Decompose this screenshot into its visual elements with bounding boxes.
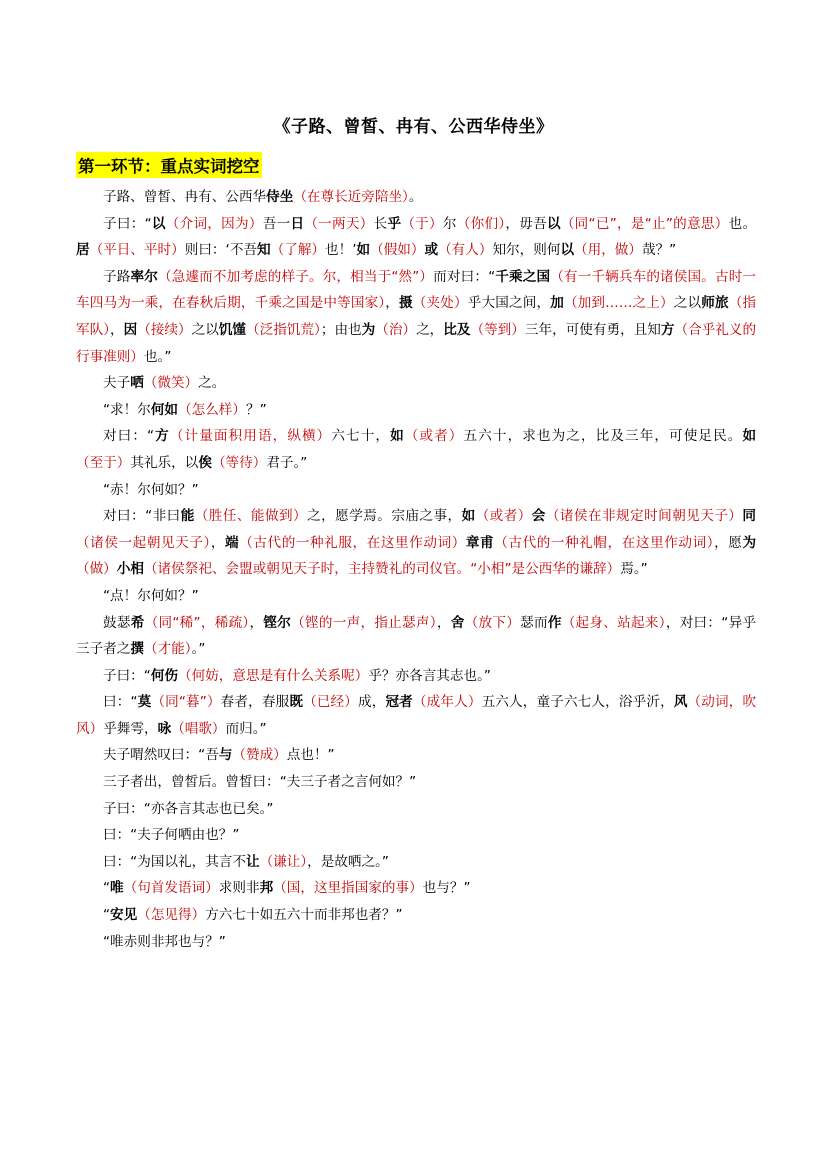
- passage-paragraph: [76, 583, 756, 610]
- text-run: 点也！”: [286, 747, 335, 764]
- gloss-annotation: （怎见得）: [137, 907, 206, 924]
- passage-paragraph: [76, 769, 756, 796]
- passage-paragraph: [76, 423, 756, 476]
- text-run: 五六人，童子六七人，浴乎沂，: [481, 694, 674, 711]
- text-run: 焉。”: [620, 561, 648, 578]
- text-run: 夫子喟然叹曰：“吾: [103, 747, 219, 764]
- key-word: 方: [154, 428, 170, 445]
- key-word: 居: [76, 242, 90, 259]
- passage-paragraph: [76, 397, 756, 424]
- key-word: 以: [151, 215, 166, 232]
- section-heading: 第一环节：重点实词挖空: [76, 152, 262, 178]
- passage-paragraph: [76, 370, 756, 397]
- text-run: 鼓瑟: [103, 614, 131, 631]
- passage-paragraph: [76, 742, 756, 769]
- passage-paragraph: [76, 477, 756, 504]
- gloss-annotation: （同“已”，是“止”的意思）: [560, 215, 729, 232]
- key-word: 以: [546, 215, 561, 232]
- key-word: 饥馑: [218, 321, 247, 338]
- text-run: 成，: [357, 694, 386, 711]
- gloss-annotation: （诸侯在非规定时间朝见天子）: [545, 508, 743, 525]
- text-run: ，: [436, 614, 451, 631]
- text-run: 之，愿学焉。宗庙之事，: [307, 508, 462, 525]
- text-run: 也！’: [325, 242, 357, 259]
- text-run: 知尔，则何: [492, 242, 561, 259]
- text-run: 之以: [673, 295, 702, 312]
- text-run: 尔: [442, 215, 457, 232]
- gloss-annotation: （才能）: [143, 641, 192, 658]
- gloss-annotation: （赞成）: [232, 747, 287, 764]
- text-run: 瑟而: [520, 614, 548, 631]
- passage-paragraph: [76, 849, 756, 876]
- gloss-annotation: （怎么样）: [178, 401, 246, 418]
- text-run: 而对曰：“: [433, 268, 496, 285]
- text-run: 对曰：“: [103, 428, 155, 445]
- text-run: ，: [385, 295, 400, 312]
- gloss-annotation: （句首发语词）: [123, 880, 219, 897]
- gloss-annotation: （一两天）: [304, 215, 374, 232]
- gloss-annotation: （合乎礼义的行事准则）: [76, 321, 757, 365]
- key-word: 端: [225, 534, 240, 551]
- gloss-annotation: （胜任、能做到）: [194, 508, 308, 525]
- passage-paragraph: [76, 610, 756, 663]
- gloss-annotation: （加到……之上）: [563, 295, 674, 312]
- document-title: 《子路、曾皙、冉有、公西华侍坐》: [273, 117, 554, 137]
- gloss-annotation: （假如）: [370, 242, 425, 259]
- key-word: 邦: [259, 880, 274, 897]
- text-run: 曰：“: [103, 694, 138, 711]
- key-word: 铿尔: [263, 614, 292, 631]
- gloss-annotation: （有一千辆兵车的诸侯国。古时一车四马为一乘，在春秋后期，千乘之国是中等国家）: [76, 268, 757, 312]
- key-word: 为: [742, 534, 757, 551]
- text-run: 君子。”: [266, 454, 308, 471]
- gloss-annotation: （平日、平时）: [89, 242, 185, 259]
- gloss-annotation: （用，做）: [574, 242, 642, 259]
- passage-paragraph: [76, 663, 756, 690]
- passage-paragraph: [76, 503, 756, 583]
- key-word: 如: [356, 242, 371, 259]
- key-word: 乎: [387, 215, 402, 232]
- text-run: 也。: [728, 215, 757, 232]
- gloss-annotation: （同“暮”）: [151, 694, 221, 711]
- text-run: “: [103, 907, 111, 924]
- gloss-annotation: （同“稀”，稀疏）: [144, 614, 250, 631]
- key-word: 为: [361, 321, 376, 338]
- gloss-annotation: （泛指饥荒）: [246, 321, 321, 338]
- text-run: “点！尔何如？”: [103, 587, 199, 604]
- gloss-annotation: （国，这里指国家的事）: [273, 880, 423, 897]
- key-word: 俟: [198, 454, 212, 471]
- gloss-annotation: （计量面积用语，纵横）: [169, 428, 332, 445]
- gloss-annotation: （诸侯祭祀、会盟或朝见天子时，主持赞礼的司仪官。“小相”是公西华的谦辞）: [143, 561, 621, 578]
- key-word: 冠者: [385, 694, 413, 711]
- gloss-annotation: （做）: [76, 561, 117, 578]
- gloss-annotation: （了解）: [270, 242, 326, 259]
- text-run: 三子者出，曾皙后。曾皙曰：“夫三子者之言何如？”: [103, 774, 417, 791]
- text-run: 方六七十如五六十而非邦也者？”: [205, 907, 403, 924]
- key-word: 如: [390, 428, 405, 445]
- key-word: 日: [290, 215, 305, 232]
- text-run: 子曰：“亦各言其志也已矣。”: [103, 800, 274, 817]
- key-word: 哂: [130, 375, 144, 392]
- text-run: “唯赤则非邦也与？”: [103, 933, 226, 950]
- text-run: 曰：“为国以礼，其言不: [103, 853, 246, 870]
- text-run: 夫子: [103, 375, 131, 392]
- key-word: 作: [547, 614, 562, 631]
- gloss-annotation: （成年人）: [412, 694, 482, 711]
- key-word: 方: [660, 321, 675, 338]
- key-word: 何伤: [150, 667, 179, 684]
- text-run: 子曰：“: [103, 667, 151, 684]
- text-run: 其礼乐，以: [130, 454, 199, 471]
- text-run: 五六十，求也为之，比及三年，可使足民。: [463, 428, 743, 445]
- key-word: 师旅: [701, 295, 729, 312]
- gloss-annotation: （至于）: [76, 454, 131, 471]
- text-run: “求！尔: [103, 401, 151, 418]
- gloss-annotation: （指军队）: [76, 295, 757, 338]
- passage-paragraph: [76, 264, 756, 370]
- key-word: 小相: [116, 561, 144, 578]
- text-run: 之。: [198, 375, 226, 392]
- passage-paragraph: [76, 689, 756, 742]
- key-word: 比及: [443, 321, 471, 338]
- key-word: 或: [424, 242, 439, 259]
- key-word: 莫: [137, 694, 152, 711]
- key-word: 何如: [150, 401, 179, 418]
- text-run: 六七十，: [331, 428, 391, 445]
- text-run: ，毋吾: [505, 215, 547, 232]
- text-run: ，: [210, 534, 226, 551]
- text-run: 乎？亦各言其志也。”: [368, 667, 491, 684]
- key-word: 如: [742, 428, 757, 445]
- text-run: 也。”: [143, 348, 172, 365]
- text-run: 而归。”: [225, 720, 267, 737]
- key-word: 章甫: [465, 534, 495, 551]
- gloss-annotation: （已经）: [303, 694, 358, 711]
- gloss-annotation: （急遽而不加考虑的样子。尔，相当于“然”）: [157, 268, 434, 285]
- key-word: 与: [218, 747, 233, 764]
- gloss-annotation: （铿的一声，指止瑟声）: [291, 614, 437, 631]
- passage-paragraph: [76, 875, 756, 902]
- passage-paragraph: [76, 211, 756, 264]
- text-run: ，是故哂之。”: [307, 853, 389, 870]
- text-run: 对曰：“非曰: [103, 508, 181, 525]
- text-run: 则曰：‘不吾: [184, 242, 258, 259]
- text-run: ，对曰：“异乎三子者之: [76, 614, 757, 658]
- gloss-annotation: （在尊长近旁陪坐）: [293, 189, 409, 205]
- gloss-annotation: （夹处）: [412, 295, 468, 312]
- gloss-annotation: （介词，因为）: [165, 215, 263, 232]
- text-run: 乎大国之间，: [467, 295, 551, 312]
- key-word: 摄: [399, 295, 413, 312]
- key-word: 加: [550, 295, 564, 312]
- text-run: 春者，春服: [220, 694, 290, 711]
- passage-paragraph: [76, 184, 756, 211]
- gloss-annotation: （起身、站起来）: [561, 614, 666, 631]
- key-word: 能: [180, 508, 195, 525]
- gloss-annotation: （等到）: [470, 321, 525, 338]
- text-run: 子路: [103, 268, 131, 285]
- passage-paragraph: [76, 902, 756, 929]
- key-word: 让: [245, 853, 260, 870]
- key-word: 因: [123, 321, 138, 338]
- key-word: 风: [673, 694, 688, 711]
- gloss-annotation: （诸侯一起朝见天子）: [76, 534, 211, 551]
- key-word: 千乘之国: [495, 268, 551, 285]
- key-word: 如: [461, 508, 476, 525]
- key-word: 既: [289, 694, 304, 711]
- gloss-annotation: （何妨，意思是有什么关系呢）: [178, 667, 369, 684]
- gloss-annotation: （于）: [401, 215, 443, 232]
- text-run: ，愿: [714, 534, 743, 551]
- passage-paragraph: [76, 822, 756, 849]
- gloss-annotation: （谦让）: [259, 853, 308, 870]
- key-word: 以: [560, 242, 575, 259]
- text-run: ，: [249, 614, 264, 631]
- key-word: 咏: [157, 720, 172, 737]
- text-run: 长: [373, 215, 388, 232]
- passage-paragraph: [76, 929, 756, 956]
- key-word: 率尔: [130, 268, 158, 285]
- gloss-annotation: （有人）: [438, 242, 493, 259]
- gloss-annotation: （治）: [375, 321, 417, 338]
- key-word: 希: [130, 614, 145, 631]
- key-word: 知: [257, 242, 271, 259]
- text-run: 也与？”: [422, 880, 471, 897]
- text-run: 之以: [191, 321, 219, 338]
- text-run: 曰：“夫子何哂由也？”: [103, 827, 240, 844]
- key-word: 会: [531, 508, 546, 525]
- key-word: 撰: [130, 641, 144, 658]
- text-run: 哉？”: [642, 242, 677, 259]
- gloss-annotation: （接续）: [137, 321, 192, 338]
- text-run: 求则非: [218, 880, 260, 897]
- key-word: 侍坐: [266, 189, 294, 205]
- text-run: 。”: [191, 641, 206, 658]
- text-run: ？”: [245, 401, 267, 418]
- text-run: 三年，可使有勇，且知: [524, 321, 661, 338]
- gloss-annotation: （放下）: [464, 614, 521, 631]
- gloss-annotation: （或者）: [404, 428, 464, 445]
- text-run: 子路、曾皙、冉有、公西华: [103, 189, 267, 205]
- gloss-annotation: （你们）: [456, 215, 506, 232]
- key-word: 舍: [450, 614, 465, 631]
- gloss-annotation: （等待）: [211, 454, 267, 471]
- text-run: 吾一: [262, 215, 291, 232]
- passage-paragraph: [76, 796, 756, 823]
- key-word: 同: [742, 508, 757, 525]
- gloss-annotation: （动词，吹风）: [76, 694, 757, 737]
- text-run: ；由也: [320, 321, 362, 338]
- key-word: 安见: [110, 907, 138, 924]
- gloss-annotation: （古代的一种礼帽，在这里作动词）: [494, 534, 715, 551]
- text-run: 乎舞雩，: [103, 720, 158, 737]
- text-run: 。: [408, 189, 423, 205]
- text-run: “赤！尔何如？”: [103, 481, 199, 498]
- text-run: “: [103, 880, 111, 897]
- text-run: ，: [110, 321, 124, 338]
- passage-body: [76, 184, 756, 955]
- gloss-annotation: （或者）: [475, 508, 532, 525]
- text-run: 子曰：“: [103, 215, 152, 232]
- text-run: 之，: [416, 321, 444, 338]
- gloss-annotation: （微笑）: [143, 375, 199, 392]
- gloss-annotation: （唱歌）: [171, 720, 226, 737]
- key-word: 唯: [110, 880, 124, 897]
- gloss-annotation: （古代的一种礼服，在这里作动词）: [239, 534, 466, 551]
